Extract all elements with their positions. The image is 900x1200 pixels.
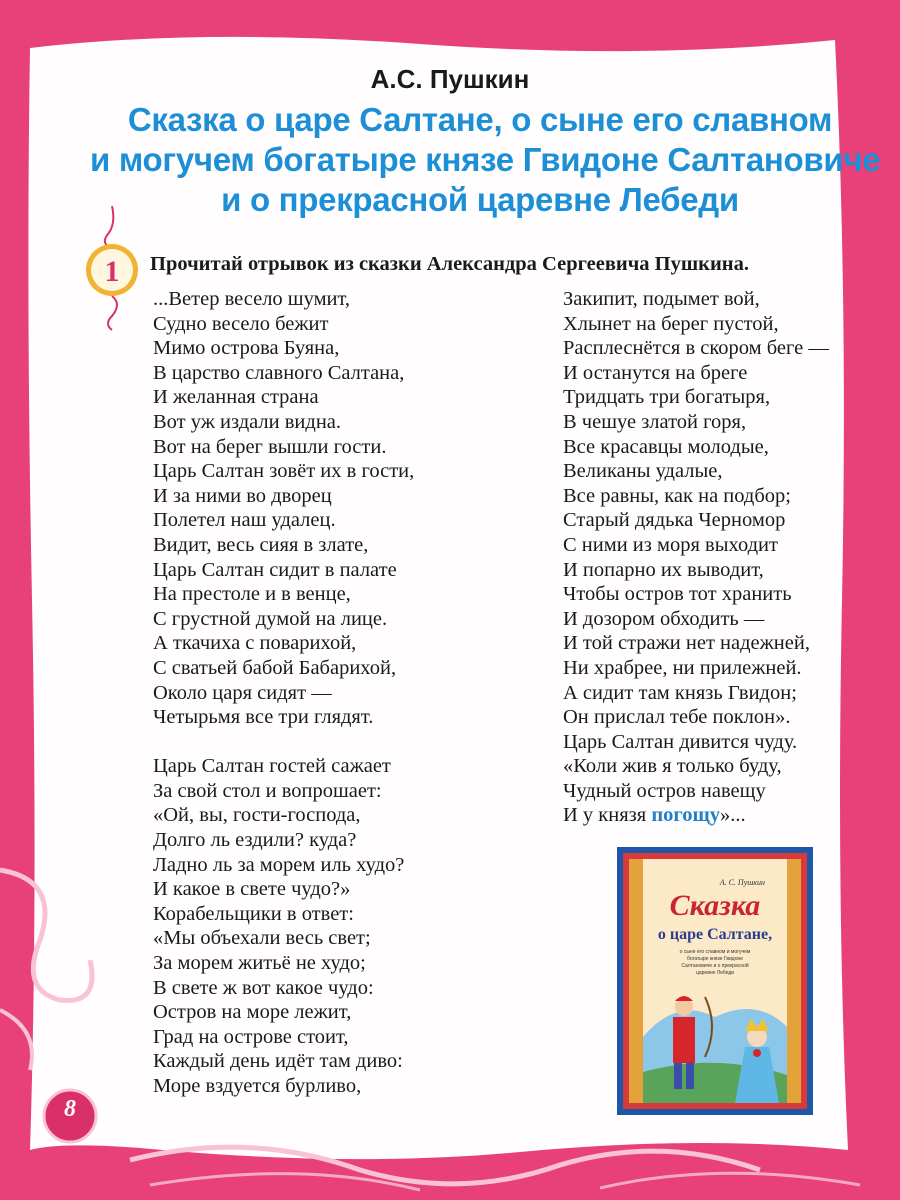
title-line-1: Сказка о царе Салтане, о сыне его славном — [127, 101, 833, 138]
poem-line: И какое в свете чудо?» — [153, 878, 351, 901]
author-name: А.С. Пушкин — [370, 64, 530, 94]
poem-line: Корабельщики в ответ: — [153, 902, 354, 925]
poem-line: С грустной думой на лице. — [153, 607, 388, 630]
poem-line: Каждый день идёт там диво: — [153, 1050, 403, 1073]
book-cover-image — [617, 847, 813, 1115]
stanza-gap — [153, 730, 414, 755]
poem-line: «Мы объехали весь свет; — [153, 927, 371, 950]
poem-line: Все красавцы молодые, — [563, 435, 769, 458]
poem-line: Около царя сидят — — [153, 681, 332, 704]
title-line-2: и могучем богатыре князе Гвидоне Салтановиче — [90, 141, 881, 178]
poem-line: В свете ж вот какое чудо: — [153, 976, 374, 999]
poem-line: Расплеснётся в скором беге — — [563, 337, 829, 360]
poem-line: Великаны удалые, — [563, 460, 723, 483]
cover-title-sub: о царе Салтане, — [657, 926, 773, 943]
poem-line: ...Ветер весело шумит, — [153, 288, 351, 310]
poem-line: Старый дядька Черномор — [563, 509, 786, 532]
page-number: 8 — [64, 1096, 76, 1122]
poem-line: В чешуе златой горя, — [563, 410, 747, 433]
poem-line: А сидит там князь Гвидон; — [563, 681, 797, 704]
poem-line: За морем житьё не худо; — [153, 952, 366, 975]
poem-line: Закипит, подымет вой, — [563, 288, 760, 310]
poem-line: Видит, весь сияя в злате, — [153, 533, 369, 556]
poem-line: С сватьей бабой Бабарихой, — [153, 656, 397, 679]
poem-line: И останутся на бреге — [563, 361, 748, 384]
poem-line: Ладно ль за морем иль худо? — [153, 853, 405, 876]
poem-column-2 — [563, 287, 829, 828]
last-line-prefix: И у князя — [563, 804, 652, 827]
poem-line: Чудный остров навещу — [563, 779, 766, 802]
cover-subtitle-line: Салтановиче и о прекрасной — [681, 963, 749, 969]
poem-line: На престоле и в венце, — [153, 583, 351, 606]
poem-line: Тридцать три богатыря, — [563, 386, 771, 409]
task-instruction: Прочитай отрывок из сказки Александра Сергеевича Пушкина. — [150, 253, 749, 275]
cover-author: А. С. Пушкин — [719, 878, 765, 887]
poem-line: Четырьмя все три глядят. — [153, 706, 374, 729]
cover-subtitle-line: о сыне его славном и могучем — [679, 949, 751, 955]
last-line-suffix: »... — [720, 804, 746, 827]
poem-line: А ткачиха с поварихой, — [153, 632, 357, 655]
cover-title-big: Сказка — [669, 889, 761, 922]
poem-line: За свой стол и вопрошает: — [153, 779, 382, 802]
poem-line: Он прислал тебе поклон». — [563, 706, 791, 729]
poem-line: Царь Салтан гостей сажает — [153, 755, 391, 778]
task-number-badge — [82, 204, 142, 332]
task-number: 1 — [104, 255, 120, 288]
poem-line: Царь Салтан дивится чуду. — [563, 730, 798, 753]
poem-line: Все равны, как на подбор; — [563, 484, 791, 507]
poem-line: Град на острове стоит, — [153, 1025, 349, 1048]
poem-line: И за ними во дворец — [153, 484, 332, 507]
poem-line: И дозором обходить — — [563, 607, 765, 630]
poem-line: Мимо острова Буяна, — [153, 337, 340, 360]
poem-line: И попарно их выводит, — [563, 558, 764, 581]
poem-line: Море вздуется бурливо, — [153, 1075, 362, 1097]
poem-line: Долго ль ездили? куда? — [153, 829, 357, 852]
poem-line: И той стражи нет надежней, — [563, 632, 810, 655]
poem-line: В царство славного Салтана, — [153, 361, 405, 384]
poem-line: «Коли жив я только буду, — [563, 755, 782, 778]
poem-last-line — [563, 803, 829, 828]
poem-line: Ни храбрее, ни прилежней. — [563, 656, 802, 679]
cover-subtitle-line: царевне Лебеди — [696, 970, 734, 976]
poem-line: Вот уж издали видна. — [153, 410, 342, 433]
poem-column-1 — [153, 287, 414, 1099]
story-title — [90, 100, 881, 220]
poem-line: Хлынет на берег пустой, — [563, 312, 779, 335]
poem-line: Вот на берег вышли гости. — [153, 435, 387, 458]
poem-line: Полетел наш удалец. — [153, 509, 336, 532]
poem-line: И желанная страна — [153, 386, 319, 409]
highlighted-word: погощу — [651, 804, 720, 827]
poem-line: Остров на море лежит, — [153, 1001, 352, 1024]
title-line-3: и о прекрасной царевне Лебеди — [221, 181, 739, 218]
poem-line: С ними из моря выходит — [563, 533, 778, 556]
poem-line: Судно весело бежит — [153, 312, 329, 335]
poem-line: Царь Салтан сидит в палате — [153, 558, 397, 581]
poem-line: Царь Салтан зовёт их в гости, — [153, 460, 415, 483]
poem-line: Чтобы остров тот хранить — [563, 583, 792, 606]
poem-line: «Ой, вы, гости-господа, — [153, 804, 361, 827]
cover-subtitle-line: богатыре князе Гвидоне — [686, 956, 744, 962]
